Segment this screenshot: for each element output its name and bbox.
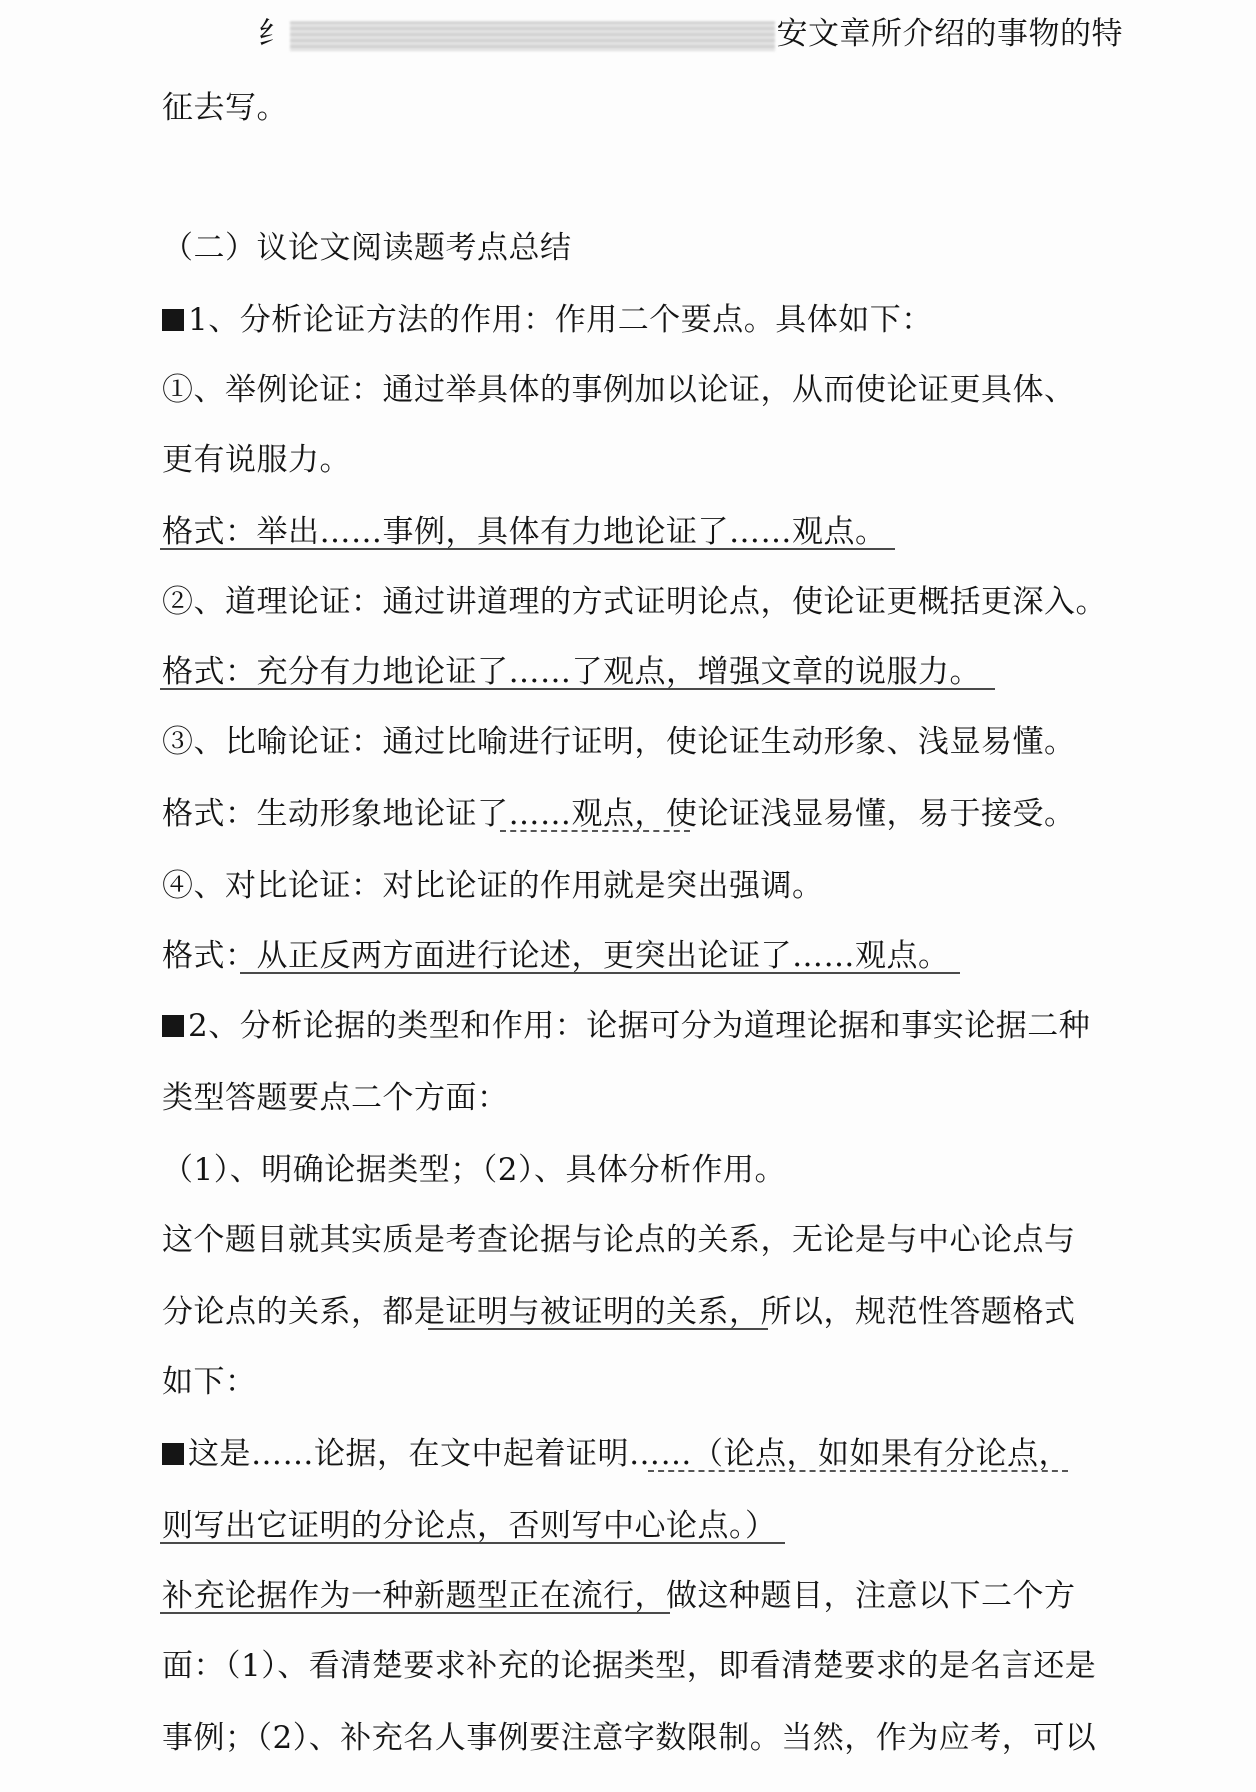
line-text: 则写出它证明的分论点，否则写中心论点。） [162,1508,777,1544]
text-line-contrast-argument [162,866,824,906]
text-line-continuation [162,1078,509,1118]
handwritten-underline [648,1470,1068,1472]
point-1-heading [162,300,933,340]
text-line-example-argument [162,370,1076,410]
text-line-metaphor-argument [162,722,1076,762]
line-text: 事例；（2）、补充名人事例要注意字数限制。当然，作为应考，可以 [162,1720,1097,1756]
square-bullet-icon [162,309,184,331]
text-fragment-end: 安文章所介绍的事物的特 [776,16,1123,52]
line-text: 格式：举出……事例，具体有力地论证了……观点。 [162,514,887,550]
section-heading [162,228,572,268]
handwritten-underline [240,972,960,974]
square-bullet-icon [162,1443,184,1465]
text-line-1 [162,88,288,128]
line-text: ①、举例论证：通过举具体的事例加以论证，从而使论证更具体、 [162,372,1076,408]
handwritten-underline [160,548,895,550]
format-line-2 [162,652,981,692]
line-text: 格式：充分有力地论证了……了观点，增强文章的说服力。 [162,654,981,690]
heading-text: （二）议论文阅读题考点总结 [162,230,572,266]
text-line-continuation [162,440,351,480]
line-text: 这是……论据，在文中起着证明……（论点，如如果有分论点， [188,1436,1070,1472]
line-text: 类型答题要点二个方面： [162,1080,509,1116]
text-line-continuation [162,1362,257,1402]
line-text: 如下： [162,1364,257,1400]
line-text: 1、分析论证方法的作用：作用二个要点。具体如下： [188,302,933,338]
handwritten-underline [160,688,995,690]
line-text: 分论点的关系，都是证明与被证明的关系，所以，规范性答题格式 [162,1294,1076,1330]
handwritten-underline [160,1542,785,1544]
format-line-1 [162,512,887,552]
text-line-supplement [162,1576,1076,1616]
square-bullet-icon [162,1015,184,1037]
text-line-explanation [162,1220,1076,1260]
handwritten-underline [160,1612,670,1614]
line-text: 更有说服力。 [162,442,351,478]
text-fragment-start: 纟 [258,16,290,52]
line-text: （1）、明确论据类型；（2）、具体分析作用。 [162,1152,786,1188]
text-line-answer-points [162,1150,786,1190]
text-line-0 [258,14,1123,54]
line-text: 格式：从正反两方面进行论述，更突出论证了……观点。 [162,938,950,974]
text-line-supplement [162,1718,1096,1758]
answer-format-continuation [162,1506,777,1546]
handwritten-underline [428,1328,768,1330]
format-line-4 [162,936,950,976]
answer-format-line [162,1434,1070,1474]
line-text: ②、道理论证：通过讲道理的方式证明论点，使论证更概括更深入。 [162,584,1107,620]
line-text: 格式：生动形象地论证了……观点，使论证浅显易懂，易于接受。 [162,796,1076,832]
text-line-reasoning-argument [162,582,1107,622]
handwritten-underline [500,830,690,832]
line-text: 面：（1）、看清楚要求补充的论据类型，即看清楚要求的是名言还是 [162,1648,1097,1684]
text-line-supplement [162,1646,1096,1686]
line-text: 补充论据作为一种新题型正在流行，做这种题目，注意以下二个方 [162,1578,1076,1614]
format-line-3 [162,794,1076,834]
point-2-heading [162,1006,1090,1046]
line-text: 征去写。 [162,90,288,126]
line-text: ③、比喻论证：通过比喻进行证明，使论证生动形象、浅显易懂。 [162,724,1076,760]
line-text: 这个题目就其实质是考查论据与论点的关系，无论是与中心论点与 [162,1222,1076,1258]
obscured-text-region [290,21,775,51]
text-line-explanation [162,1292,1076,1332]
line-text: 2、分析论据的类型和作用：论据可分为道理论据和事实论据二种 [188,1008,1091,1044]
line-text: ④、对比论证：对比论证的作用就是突出强调。 [162,868,824,904]
